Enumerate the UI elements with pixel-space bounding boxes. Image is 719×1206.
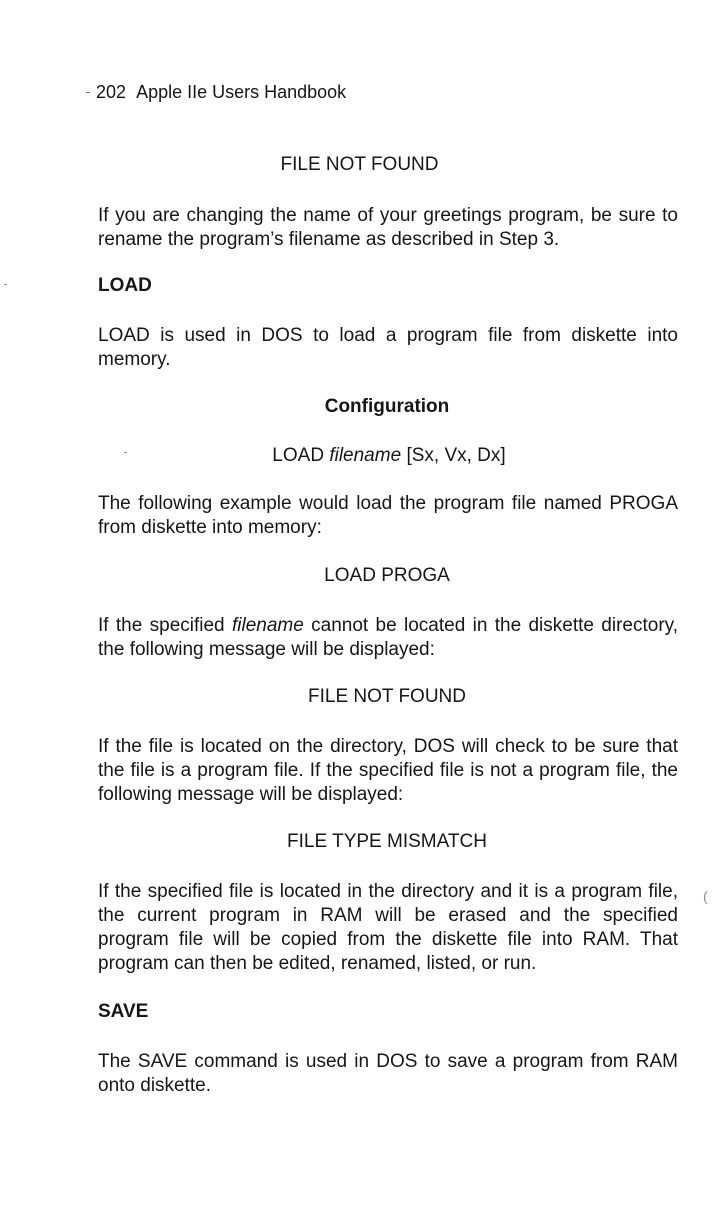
para4-italic-filename: filename bbox=[231, 615, 304, 636]
message-file-not-found-1: FILE NOT FOUND bbox=[280, 154, 439, 175]
syntax-options: [Sx, Vx, Dx] bbox=[406, 445, 506, 466]
section-heading-save: SAVE bbox=[98, 1001, 149, 1022]
section-heading-load: LOAD bbox=[98, 275, 152, 296]
example-load-proga: LOAD PROGA bbox=[324, 565, 450, 586]
para4-before: If the specified bbox=[98, 615, 225, 636]
paragraph-program-file-check: If the file is located on the directory, DOS will check to be sure that the file is a program file. If the specified file is not a program file, the following message will be displayed: bbox=[98, 736, 678, 805]
paragraph-load-example-intro: The following example would load the program file named PROGA from diskette into memory: bbox=[98, 493, 678, 538]
paragraph-rename-note: If you are changing the name of your greetings program, be sure to rename the program’s filename as described in Step 3. bbox=[98, 205, 678, 250]
book-title: Apple IIe Users Handbook bbox=[136, 82, 347, 102]
message-file-type-mismatch: FILE TYPE MISMATCH bbox=[287, 831, 487, 852]
scan-mark bbox=[86, 92, 90, 93]
load-syntax bbox=[0, 445, 719, 467]
para4-after: cannot be located in the diskette directory, the following message will be displayed: bbox=[98, 615, 679, 660]
margin-mark: ( bbox=[703, 888, 708, 904]
running-header bbox=[96, 82, 346, 103]
syntax-command: LOAD bbox=[272, 445, 325, 466]
page-number: 202 bbox=[96, 82, 127, 102]
message-file-not-found-2: FILE NOT FOUND bbox=[308, 686, 466, 707]
paragraph-filename-not-located bbox=[98, 614, 678, 662]
syntax-argument: filename bbox=[329, 445, 402, 466]
paragraph-program-loaded: If the specified file is located in the directory and it is a program file, the current program in RAM will be erased and the specified program file will be copied from the diskette file into RAM. That program can then be edited, renamed, listed, or run. bbox=[98, 881, 678, 974]
paragraph-load-description: LOAD is used in DOS to load a program file from diskette into memory. bbox=[98, 325, 678, 370]
paragraph-save-description: The SAVE command is used in DOS to save a program from RAM onto diskette. bbox=[98, 1051, 678, 1096]
subheading-configuration: Configuration bbox=[324, 396, 450, 417]
scan-speck bbox=[4, 284, 7, 285]
